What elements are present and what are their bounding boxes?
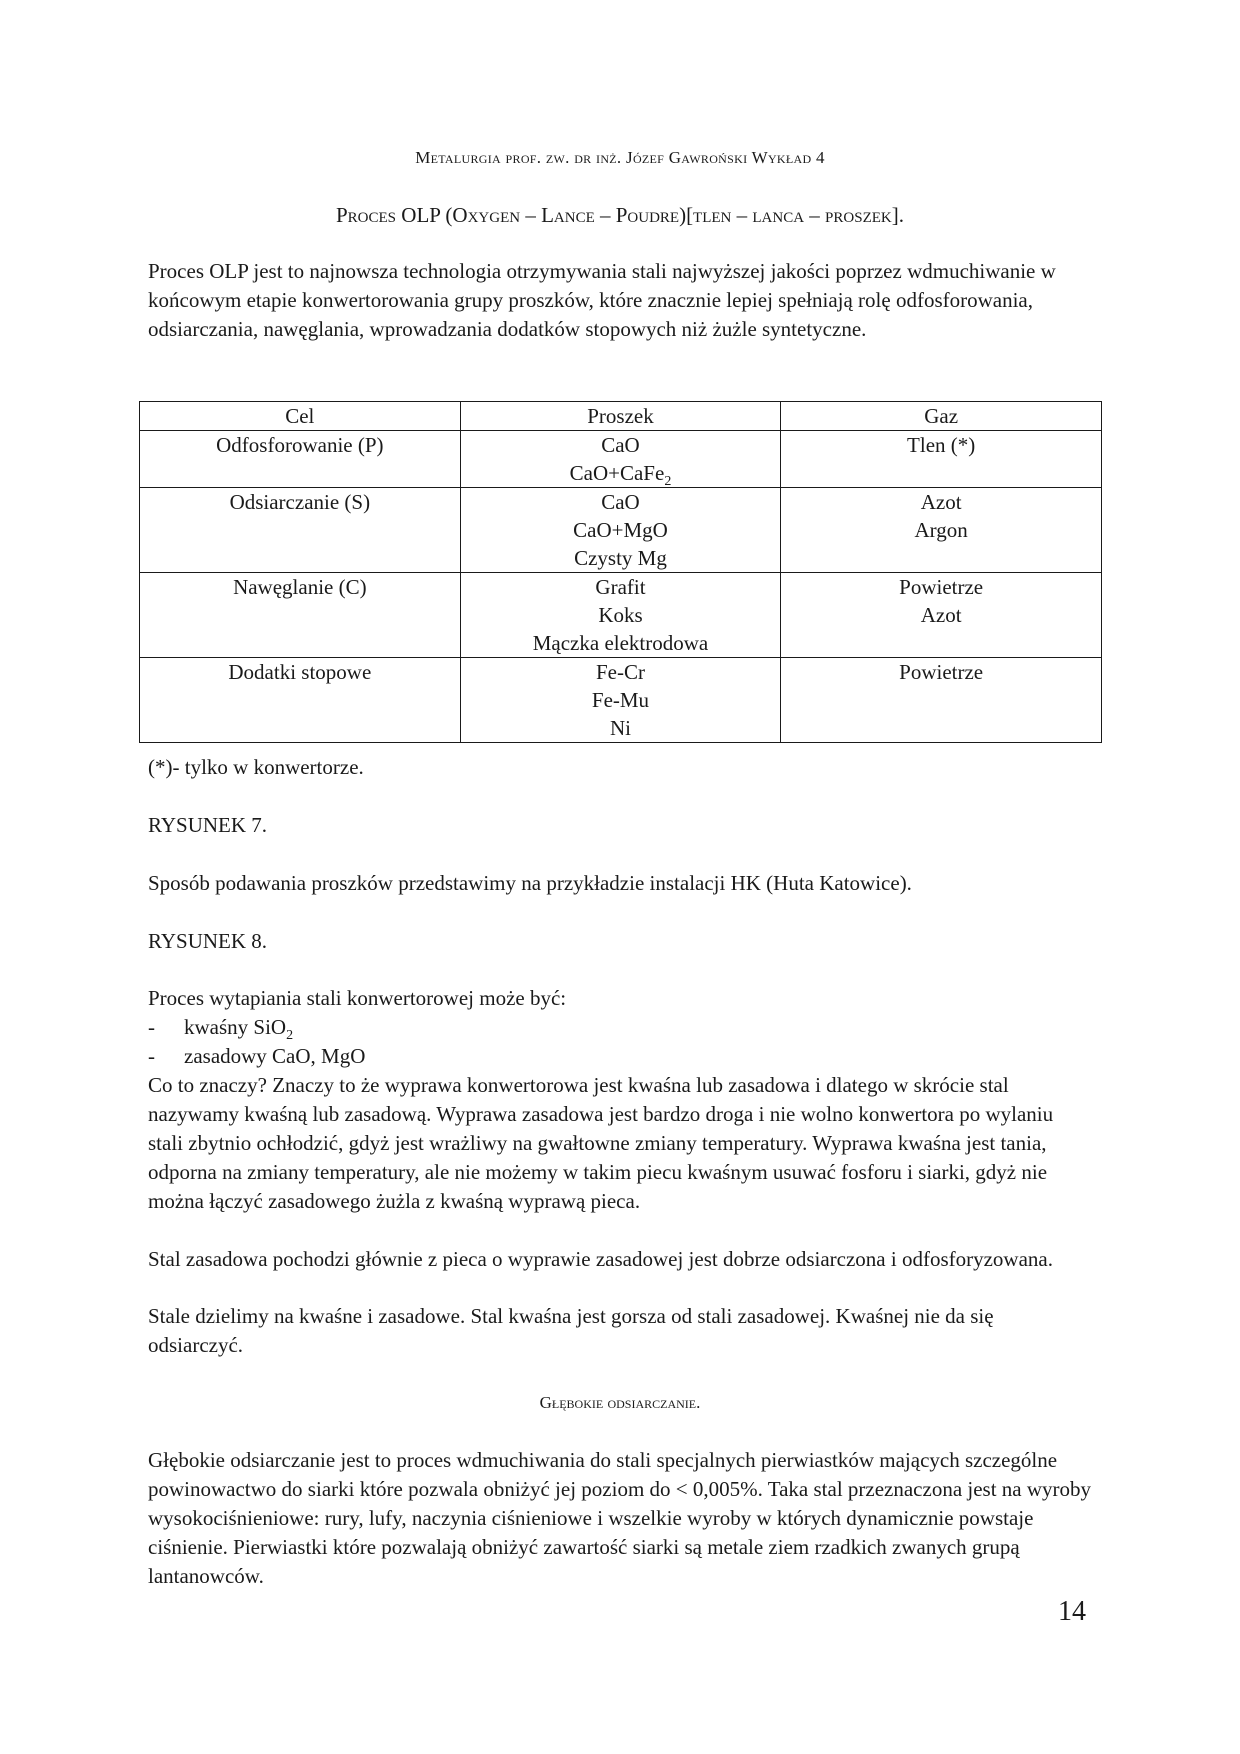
process-type-list [148, 1013, 365, 1071]
gas-item: Powietrze [899, 575, 984, 599]
cell-cel: Dodatki stopowe [140, 658, 461, 743]
figure-7-label: RYSUNEK 7. [148, 813, 268, 837]
gas-item: Azot [920, 603, 962, 627]
page-number: 14 [1058, 1596, 1086, 1627]
powder-item: CaO [601, 490, 640, 514]
powder-item [465, 459, 777, 487]
section-title: Proces OLP (Oxygen – Lance – Poudre)[tlen – lanca – proszek]. [336, 203, 904, 227]
powder-item: Grafit [595, 575, 646, 599]
list-item [148, 1013, 365, 1042]
cell-proszek [460, 431, 781, 488]
powder-item: Mączka elektrodowa [532, 631, 709, 655]
intro-paragraph: Proces OLP jest to najnowsza technologia otrzymywania stali najwyższej jakości poprzez wdmuchiwanie w końcowym etapie konwertorowania grupy proszków, które znacznie lepiej spełniają rolę odfosforowania, odsiarczania, nawęglania, wprowadzania dodatków stopowych niż żużle syntetyczne. [148, 259, 1056, 341]
cell-cel: Odsiarczanie (S) [140, 488, 461, 573]
gas-item: Argon [914, 518, 968, 542]
powder-item: Fe-Mu [591, 688, 650, 712]
list-item [148, 1042, 365, 1071]
table-row [140, 658, 1102, 743]
gas-item: Azot [920, 490, 962, 514]
list-item-text: zasadowy CaO, MgO [184, 1044, 366, 1068]
formula-subscript: 2 [286, 1028, 294, 1043]
powder-item: CaO [601, 433, 640, 457]
powder-item: Ni [609, 716, 631, 740]
basic-steel-paragraph: Stal zasadowa pochodzi głównie z pieca o wyprawie zasadowej jest dobrze odsiarczona i odfosforyzowana. [148, 1247, 1053, 1271]
table-row [140, 573, 1102, 658]
cell-proszek [460, 488, 781, 573]
cell-gaz [781, 431, 1102, 488]
cell-cel: Nawęglanie (C) [140, 573, 461, 658]
gas-item: Tlen (*) [907, 433, 976, 457]
list-item-text: kwaśny SiO [184, 1015, 287, 1039]
table-row [140, 488, 1102, 573]
section-heading: Głębokie odsiarczanie. [539, 1393, 701, 1412]
figure-8-label: RYSUNEK 8. [148, 929, 268, 953]
deep-desulfurization-paragraph: Głębokie odsiarczanie jest to proces wdmuchiwania do stali specjalnych pierwiastków mających szczególne powinowactwo do siarki które pozwala obniżyć jej poziom do < 0,005%. Taka stal przeznaczona jest na wyroby wysokociśnieniowe: rury, lufy, naczynia ciśnieniowe i wszelkie wyroby w których dynamicznie powstaje ciśnienie. Pierwiastki które pozwalają obniżyć zawartość siarki są metale ziem rzadkich zwanych grupą lantanowców. [148, 1448, 1092, 1588]
running-header: Metalurgia prof. zw. dr inż. Józef Gawroński Wykład 4 [415, 148, 825, 167]
powder-item: Czysty Mg [574, 546, 667, 570]
lining-explanation: Co to znaczy? Znaczy to że wyprawa konwertorowa jest kwaśna lub zasadowa i dlatego w skrócie stal nazywamy kwaśną lub zasadową. Wyprawa zasadowa jest bardzo droga i nie wolno konwertora po wylaniu stali zbytnio ochłodzić, gdyż jest wrażliwy na gwałtowne zmiany temperatury. Wyprawa kwaśna jest tania, odporna na zmiany temperatury, ale nie możemy w takim piecu kwaśnym usuwać fosforu i siarki, gdyż nie można łączyć zasadowego żużla z kwaśną wyprawą pieca. [148, 1073, 1054, 1213]
powder-item: Fe-Cr [595, 660, 645, 684]
cell-gaz [781, 488, 1102, 573]
table-footnote: (*)- tylko w konwertorze. [148, 755, 364, 779]
table-row [140, 431, 1102, 488]
formula-subscript: 2 [664, 474, 672, 489]
powder-feed-paragraph: Sposób podawania proszków przedstawimy na przykładzie instalacji HK (Huta Katowice). [148, 871, 912, 895]
cell-proszek [460, 573, 781, 658]
cell-gaz [781, 658, 1102, 743]
olp-table [139, 401, 1102, 743]
powder-item: CaO+MgO [573, 518, 668, 542]
column-header-gaz: Gaz [781, 402, 1102, 431]
table-header-row [140, 402, 1102, 431]
cell-proszek [460, 658, 781, 743]
process-intro: Proces wytapiania stali konwertorowej może być: [148, 986, 567, 1010]
cell-gaz [781, 573, 1102, 658]
powder-formula: CaO+CaFe [569, 461, 665, 485]
column-header-proszek: Proszek [460, 402, 781, 431]
column-header-cel: Cel [140, 402, 461, 431]
powder-item: Koks [598, 603, 643, 627]
cell-cel: Odfosforowanie (P) [140, 431, 461, 488]
steel-types-paragraph: Stale dzielimy na kwaśne i zasadowe. Stal kwaśna jest gorsza od stali zasadowej. Kwaśnej nie da się odsiarczyć. [148, 1304, 994, 1357]
gas-item: Powietrze [899, 660, 984, 684]
